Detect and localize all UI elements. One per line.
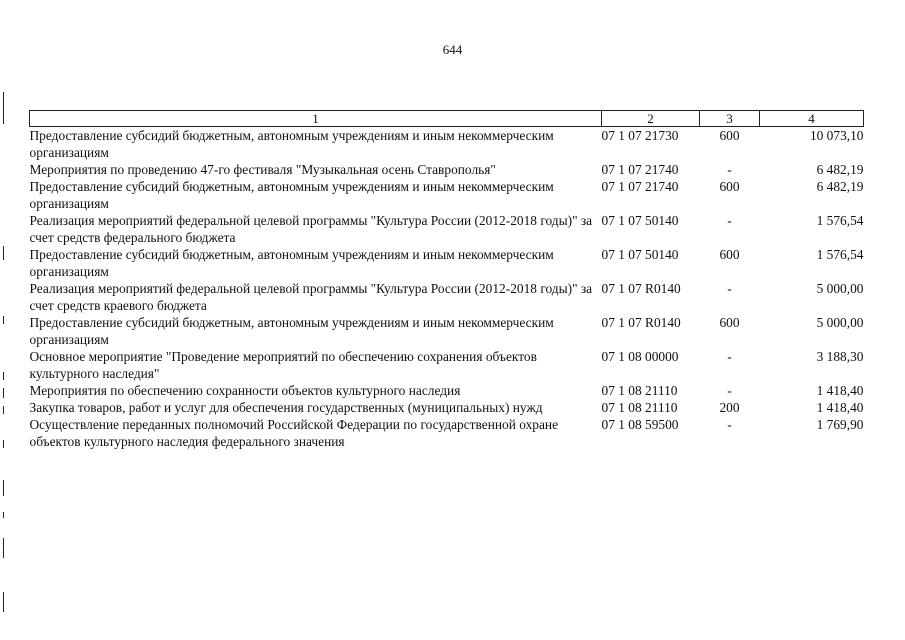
row-name: Предоставление субсидий бюджетным, автономным учреждениям и иным некоммерческим организациям xyxy=(29,128,554,160)
row-name: Мероприятия по обеспечению сохранности объектов культурного наследия xyxy=(29,383,461,398)
row-code: 07 1 07 R0140 xyxy=(601,315,681,330)
table-header xyxy=(30,111,864,127)
row-name: Предоставление субсидий бюджетным, автономным учреждениям и иным некоммерческим организациям xyxy=(29,247,554,279)
row-code: 07 1 07 21740 xyxy=(601,179,679,194)
scan-margin-mark xyxy=(3,592,4,612)
budget-table xyxy=(29,110,864,450)
table-row xyxy=(30,246,864,280)
column-header-3: 3 xyxy=(700,111,760,127)
column-header-1: 1 xyxy=(30,111,602,127)
column-header-4: 4 xyxy=(760,111,864,127)
row-code: 07 1 08 59500 xyxy=(601,417,679,432)
row-amount: 1 418,40 xyxy=(816,383,864,398)
row-expense-type: - xyxy=(727,417,732,432)
table-body xyxy=(30,127,864,451)
row-expense-type: 600 xyxy=(719,128,740,143)
table-row xyxy=(30,416,864,450)
row-code: 07 1 07 50140 xyxy=(601,247,679,262)
scan-margin-mark xyxy=(3,92,4,124)
row-name: Основное мероприятие "Проведение мероприятий по обеспечению сохранения объектов культурного наследия" xyxy=(29,349,537,381)
row-expense-type: 600 xyxy=(719,315,740,330)
row-amount: 5 000,00 xyxy=(816,281,864,296)
row-expense-type: 600 xyxy=(719,179,740,194)
row-code: 07 1 08 21110 xyxy=(601,383,678,398)
row-amount: 1 576,54 xyxy=(816,247,864,262)
table-row xyxy=(30,382,864,399)
row-name: Закупка товаров, работ и услуг для обеспечения государственных (муниципальных) нужд xyxy=(29,400,543,415)
page-number: 644 xyxy=(442,42,463,57)
row-code: 07 1 08 00000 xyxy=(601,349,679,364)
table-row xyxy=(30,127,864,162)
row-name: Предоставление субсидий бюджетным, автономным учреждениям и иным некоммерческим организациям xyxy=(29,179,554,211)
row-name: Реализация мероприятий федеральной целевой программы "Культура России (2012-2018 годы)" за счет средств федерального бюджета xyxy=(29,213,593,245)
row-code: 07 1 08 21110 xyxy=(601,400,678,415)
scan-margin-mark xyxy=(3,406,4,414)
scan-margin-mark xyxy=(3,512,4,518)
scan-margin-mark xyxy=(3,538,4,558)
row-amount: 1 769,90 xyxy=(816,417,864,432)
table-row xyxy=(30,212,864,246)
row-name: Осуществление переданных полномочий Российской Федерации по государственной охране объектов культурного наследия федерального значения xyxy=(29,417,559,449)
row-amount: 5 000,00 xyxy=(816,315,864,330)
row-expense-type: 200 xyxy=(719,400,740,415)
row-code: 07 1 07 50140 xyxy=(601,213,679,228)
row-expense-type: - xyxy=(727,281,732,296)
row-expense-type: - xyxy=(727,349,732,364)
column-header-2: 2 xyxy=(602,111,700,127)
scan-margin-mark xyxy=(3,480,4,496)
row-expense-type: 600 xyxy=(719,247,740,262)
row-code: 07 1 07 21730 xyxy=(601,128,679,143)
row-expense-type: - xyxy=(727,213,732,228)
row-amount: 1 576,54 xyxy=(816,213,864,228)
row-amount: 1 418,40 xyxy=(816,400,864,415)
scan-margin-mark xyxy=(3,440,4,448)
row-amount: 10 073,10 xyxy=(809,128,864,143)
table-row xyxy=(30,161,864,178)
row-code: 07 1 07 21740 xyxy=(601,162,679,177)
row-name: Мероприятия по проведению 47-го фестиваля "Музыкальная осень Ставрополья" xyxy=(29,162,496,177)
row-code: 07 1 07 R0140 xyxy=(601,281,681,296)
table-row xyxy=(30,178,864,212)
table-row xyxy=(30,399,864,416)
table-row xyxy=(30,280,864,314)
scan-margin-mark xyxy=(3,388,4,398)
scan-margin-mark xyxy=(3,246,4,260)
table-row xyxy=(30,348,864,382)
row-amount: 3 188,30 xyxy=(816,349,864,364)
header-row xyxy=(30,111,864,127)
row-amount: 6 482,19 xyxy=(816,179,864,194)
row-amount: 6 482,19 xyxy=(816,162,864,177)
row-expense-type: - xyxy=(727,383,732,398)
row-name: Предоставление субсидий бюджетным, автономным учреждениям и иным некоммерческим организациям xyxy=(29,315,554,347)
row-name: Реализация мероприятий федеральной целевой программы "Культура России (2012-2018 годы)" за счет средств краевого бюджета xyxy=(29,281,593,313)
scan-margin-mark xyxy=(3,316,4,324)
scan-margin-mark xyxy=(3,372,4,380)
table-row xyxy=(30,314,864,348)
row-expense-type: - xyxy=(727,162,732,177)
